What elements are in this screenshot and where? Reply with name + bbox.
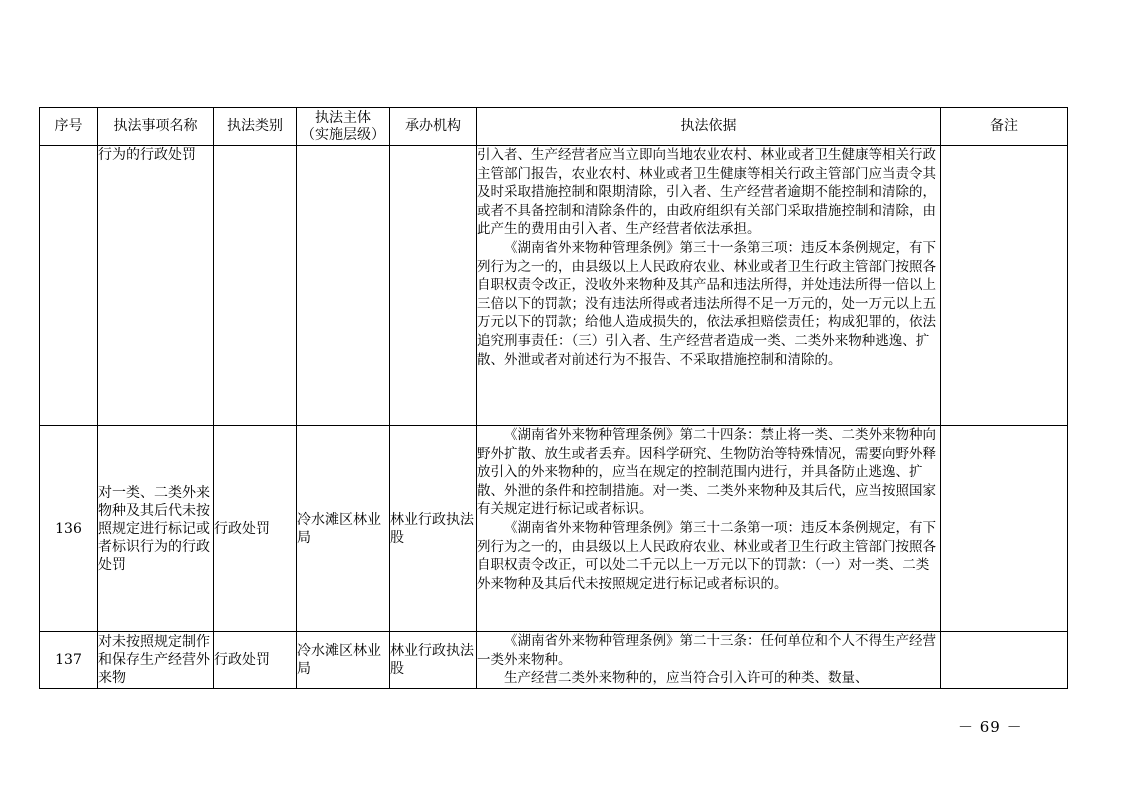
row-remarks <box>941 426 1068 632</box>
enforcement-table <box>39 107 1068 689</box>
table-row <box>40 146 1068 426</box>
row-subject: 冷水滩区林业局 <box>297 426 390 632</box>
row-category: 行政处罚 <box>214 426 297 632</box>
table-row <box>40 426 1068 632</box>
header-subject <box>297 108 390 146</box>
row-agency: 林业行政执法股 <box>390 426 477 632</box>
row-subject <box>297 146 390 426</box>
header-agency: 承办机构 <box>390 108 477 146</box>
header-item: 执法事项名称 <box>98 108 214 146</box>
row-basis <box>477 426 941 632</box>
page-number: － 69 － <box>958 718 1023 736</box>
header-row <box>40 108 1068 146</box>
row-index <box>40 146 98 426</box>
header-category: 执法类别 <box>214 108 297 146</box>
basis-paragraph: 《湖南省外来物种管理条例》第三十二条第一项：违反本条例规定，有下列行为之一的，由县级以上人民政府农业、林业或者卫生行政主管部门按照各自职权责令改正，可以处二千元以上一万元以下的罚款：（一）对一类、二类外来物种及其后代未按照规定进行标记或者标识的。 <box>477 519 936 592</box>
header-subject-line1: 执法主体 <box>315 109 371 126</box>
basis-paragraph: 《湖南省外来物种管理条例》第三十一条第三项：违反本条例规定，有下列行为之一的，由县级以上人民政府农业、林业或者卫生行政主管部门按照各自职权责令改正，没收外来物种及其产品和违法所得，并处违法所得一倍以上三倍以下的罚款；没有违法所得或者违法所得不足一万元的，处一万元以上五万元以下的罚款；给他人造成损失的，依法承担赔偿责任；构成犯罪的，依法追究刑事责任：（三）引入者、生产经营者造成一类、二类外来物种逃逸、扩散、外泄或者对前述行为不报告、不采取措施控制和清除的。 <box>477 239 936 368</box>
header-subject-line2: （实施层级） <box>301 126 385 143</box>
basis-paragraph: 生产经营二类外来物种的，应当符合引入许可的种类、数量、 <box>504 670 869 687</box>
basis-paragraph: 引入者、生产经营者应当立即向当地农业农村、林业或者卫生健康等相关行政主管部门报告，农业农村、林业或者卫生健康等相关行政主管部门应当责令其及时采取措施控制和限期清除，引入者、生产经营者逾期不能控制和清除的，或者不具备控制和清除条件的，由政府组织有关部门采取措施控制和清除，由此产生的费用由引入者、生产经营者依法承担。 <box>477 147 936 238</box>
header-basis: 执法依据 <box>477 108 941 146</box>
table-row <box>40 632 1068 689</box>
row-agency <box>390 146 477 426</box>
row-remarks <box>941 146 1068 426</box>
basis-paragraph: 《湖南省外来物种管理条例》第二十三条：任何单位和个人不得生产经营一类外来物种。 <box>477 633 936 668</box>
row-item-name: 对一类、二类外来物种及其后代未按照规定进行标记或者标识行为的行政处罚 <box>98 426 214 632</box>
row-agency: 林业行政执法股 <box>390 632 477 689</box>
row-remarks <box>941 632 1068 689</box>
row-category: 行政处罚 <box>214 632 297 689</box>
header-index: 序号 <box>40 108 98 146</box>
row-item-name: 行为的行政处罚 <box>98 146 214 426</box>
row-basis <box>477 632 941 689</box>
header-remarks: 备注 <box>941 108 1068 146</box>
row-index: 137 <box>40 632 98 689</box>
row-subject: 冷水滩区林业局 <box>297 632 390 689</box>
row-basis <box>477 146 941 426</box>
row-category <box>214 146 297 426</box>
basis-paragraph: 《湖南省外来物种管理条例》第二十四条：禁止将一类、二类外来物种向野外扩散、放生或者丢弃。因科学研究、生物防治等特殊情况，需要向野外释放引入的外来物种的，应当在规定的控制范围内进行，并具备防止逃逸、扩散、外泄的条件和控制措施。对一类、二类外来物种及其后代，应当按照国家有关规定进行标记或者标识。 <box>477 427 936 518</box>
row-item-name: 对未按照规定制作和保存生产经营外来物 <box>98 632 214 689</box>
row-index: 136 <box>40 426 98 632</box>
